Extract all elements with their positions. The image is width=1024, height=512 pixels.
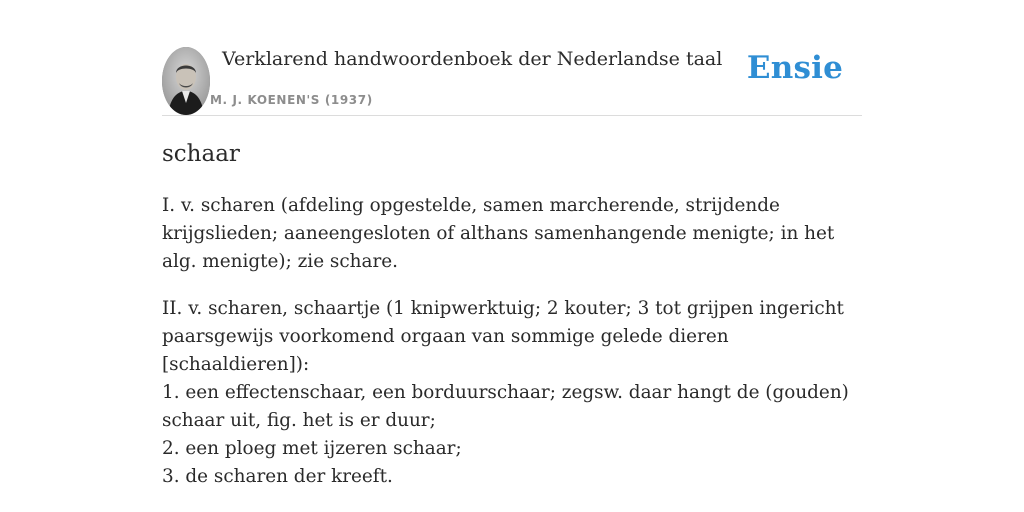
book-author-year: M. J. KOENEN'S (1937) — [210, 93, 373, 107]
book-title: Verklarend handwoordenboek der Nederlandse taal — [222, 48, 723, 70]
ensie-logo-link[interactable]: Ensie — [746, 50, 843, 86]
author-portrait — [162, 47, 210, 115]
portrait-image — [162, 47, 210, 115]
definition-1: I. v. scharen (afdeling opgestelde, samen marcherende, strijdende krijgslieden; aaneengesloten of althans samenhangende menigte; in het alg. menigte); zie schare. — [162, 195, 835, 272]
example-item: 3. de scharen der kreeft. — [162, 466, 393, 487]
dictionary-page — [162, 0, 862, 512]
definition-2: II. v. scharen, schaartje (1 knipwerktuig; 2 kouter; 3 tot grijpen ingericht paarsgewijs voorkomend orgaan van sommige gelede dieren [schaaldieren]): — [162, 298, 844, 375]
example-item: 2. een ploeg met ijzeren schaar; — [162, 438, 462, 459]
examples-list — [162, 379, 852, 491]
entry-headword: schaar — [162, 141, 240, 167]
example-item: 1. een effectenschaar, een borduurschaar; zegsw. daar hangt de (gouden) schaar uit, fig. het is er duur; — [162, 382, 849, 431]
page-header — [162, 0, 862, 116]
